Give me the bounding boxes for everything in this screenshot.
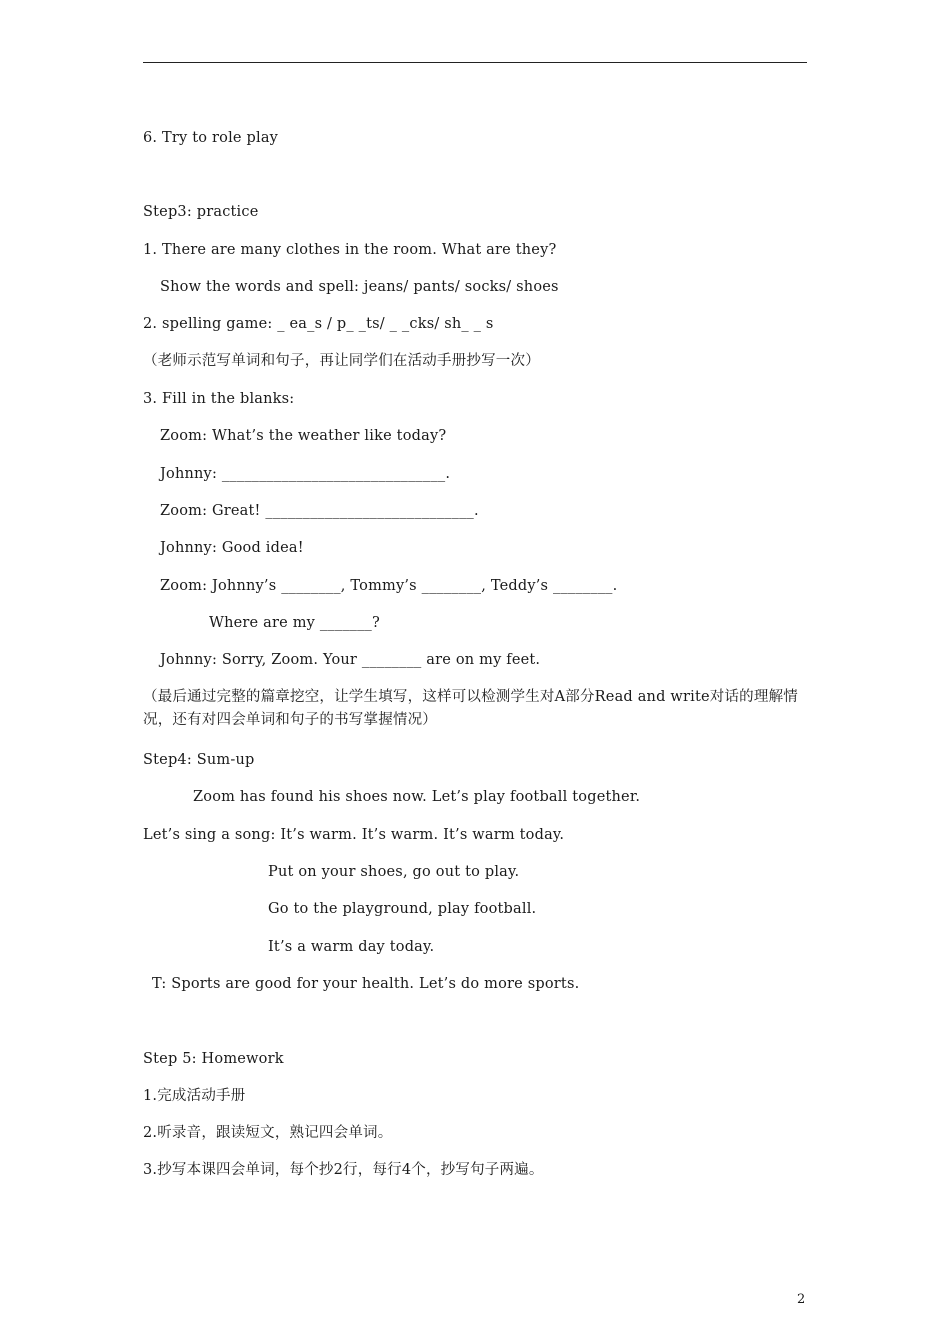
practice-item-1-detail: Show the words and spell: jeans/ pants/ socks/ shoes	[160, 279, 559, 295]
practice-item-3: 3. Fill in the blanks:	[143, 391, 295, 407]
practice-item-1: 1. There are many clothes in the room. What are they?	[143, 242, 557, 258]
dialogue-line-7: Johnny: Sorry, Zoom. Your ________ are on my feet.	[160, 652, 541, 668]
step3-heading: Step3: practice	[143, 204, 259, 220]
dialogue-line-1: Zoom: What’s the weather like today?	[160, 428, 447, 444]
homework-item-3: 3.抄写本课四会单词，每个抄2行，每行4个，抄写句子两遍。	[143, 1162, 544, 1178]
song-line-3: Go to the playground, play football.	[268, 901, 537, 917]
song-line-1: Let’s sing a song: It’s warm. It’s warm. It’s warm today.	[143, 827, 565, 843]
item-role-play: 6. Try to role play	[143, 130, 279, 146]
dialogue-line-5: Zoom: Johnny’s ________, Tommy’s ________, Teddy’s ________.	[160, 578, 618, 594]
teacher-line: T: Sports are good for your health. Let’s do more sports.	[152, 976, 580, 992]
step5-heading: Step 5: Homework	[143, 1051, 284, 1067]
teacher-note-2: （最后通过完整的篇章挖空，让学生填写，这样可以检测学生对A部分Read and write对话的理解情况，还有对四会单词和句子的书写掌握情况）	[143, 689, 798, 728]
dialogue-line-3: Zoom: Great! ____________________________.	[160, 503, 479, 519]
homework-item-1: 1.完成活动手册	[143, 1088, 246, 1104]
step4-heading: Step4: Sum-up	[143, 752, 255, 768]
page-number: 2	[797, 1292, 806, 1307]
header-rule	[143, 62, 807, 63]
teacher-note-1: （老师示范写单词和句子，再让同学们在活动手册抄写一次）	[143, 353, 540, 369]
dialogue-line-6: Where are my _______?	[209, 615, 380, 631]
sumup-line-1: Zoom has found his shoes now. Let’s play football together.	[193, 789, 641, 805]
song-line-2: Put on your shoes, go out to play.	[268, 864, 520, 880]
dialogue-line-2: Johnny: ______________________________.	[160, 466, 451, 482]
homework-item-2: 2.听录音，跟读短文，熟记四会单词。	[143, 1125, 393, 1141]
dialogue-line-4: Johnny: Good idea!	[160, 540, 304, 556]
practice-item-2: 2. spelling game: _ ea_s / p_ _ts/ _ _cks/ sh_ _ s	[143, 316, 494, 332]
song-line-4: It’s a warm day today.	[268, 939, 435, 955]
